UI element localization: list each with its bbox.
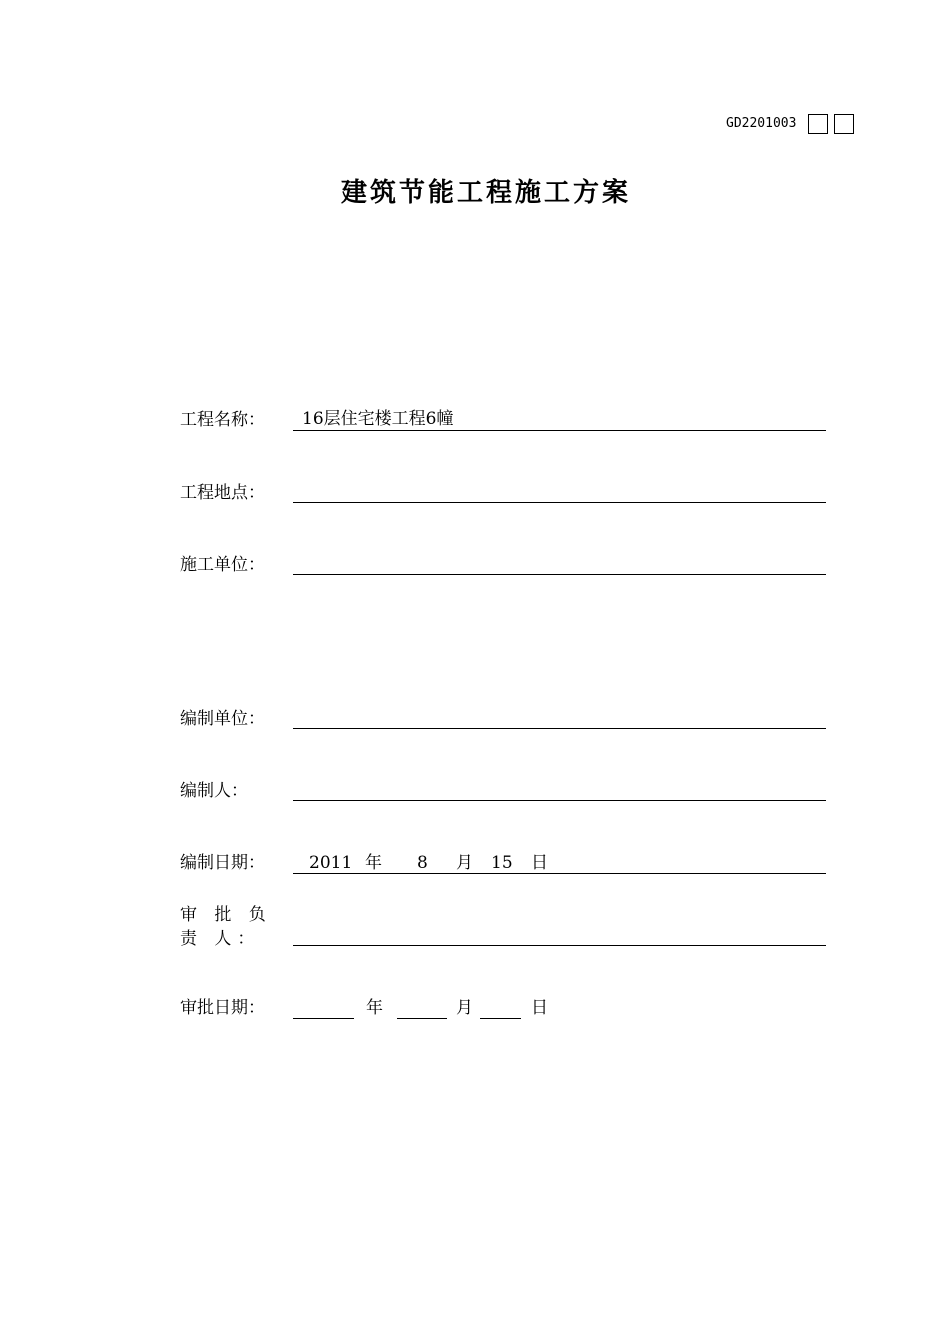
compile-date-month[interactable]: 8 <box>417 853 428 873</box>
code-box-2 <box>834 114 854 134</box>
compile-date-year[interactable]: 2011 <box>309 853 353 873</box>
approval-date-year-blank[interactable] <box>293 1018 354 1019</box>
code-box-1 <box>808 114 828 134</box>
approval-date-month-unit: 月 <box>456 998 473 1018</box>
approver-label: 审 批 负 责 人： <box>180 905 272 949</box>
construction-unit-line <box>293 574 826 575</box>
form-code: GD2201003 <box>726 116 797 131</box>
approval-date-day-unit: 日 <box>531 998 548 1018</box>
document-title: 建筑节能工程施工方案 <box>340 178 631 208</box>
construction-unit-label: 施工单位： <box>180 555 265 575</box>
project-name-value[interactable]: 16层住宅楼工程6幢 <box>302 409 454 429</box>
compiler-line <box>293 800 826 801</box>
compiler-label: 编制人： <box>180 781 248 801</box>
compile-date-year-unit: 年 <box>365 853 382 873</box>
approval-date-year-unit: 年 <box>366 998 383 1018</box>
project-name-label: 工程名称： <box>180 410 265 430</box>
approval-date-label: 审批日期： <box>180 998 265 1018</box>
project-name-line <box>293 430 826 431</box>
compiling-unit-line <box>293 728 826 729</box>
compile-date-month-unit: 月 <box>456 853 473 873</box>
compiling-unit-label: 编制单位： <box>180 709 265 729</box>
compile-date-line <box>293 873 826 874</box>
compile-date-label: 编制日期： <box>180 853 265 873</box>
project-location-label: 工程地点： <box>180 483 265 503</box>
approval-date-month-blank[interactable] <box>397 1018 447 1019</box>
project-location-line <box>293 502 826 503</box>
approval-date-day-blank[interactable] <box>480 1018 521 1019</box>
approver-line <box>293 945 826 946</box>
compile-date-day-unit: 日 <box>531 853 548 873</box>
compile-date-day[interactable]: 15 <box>491 853 513 873</box>
